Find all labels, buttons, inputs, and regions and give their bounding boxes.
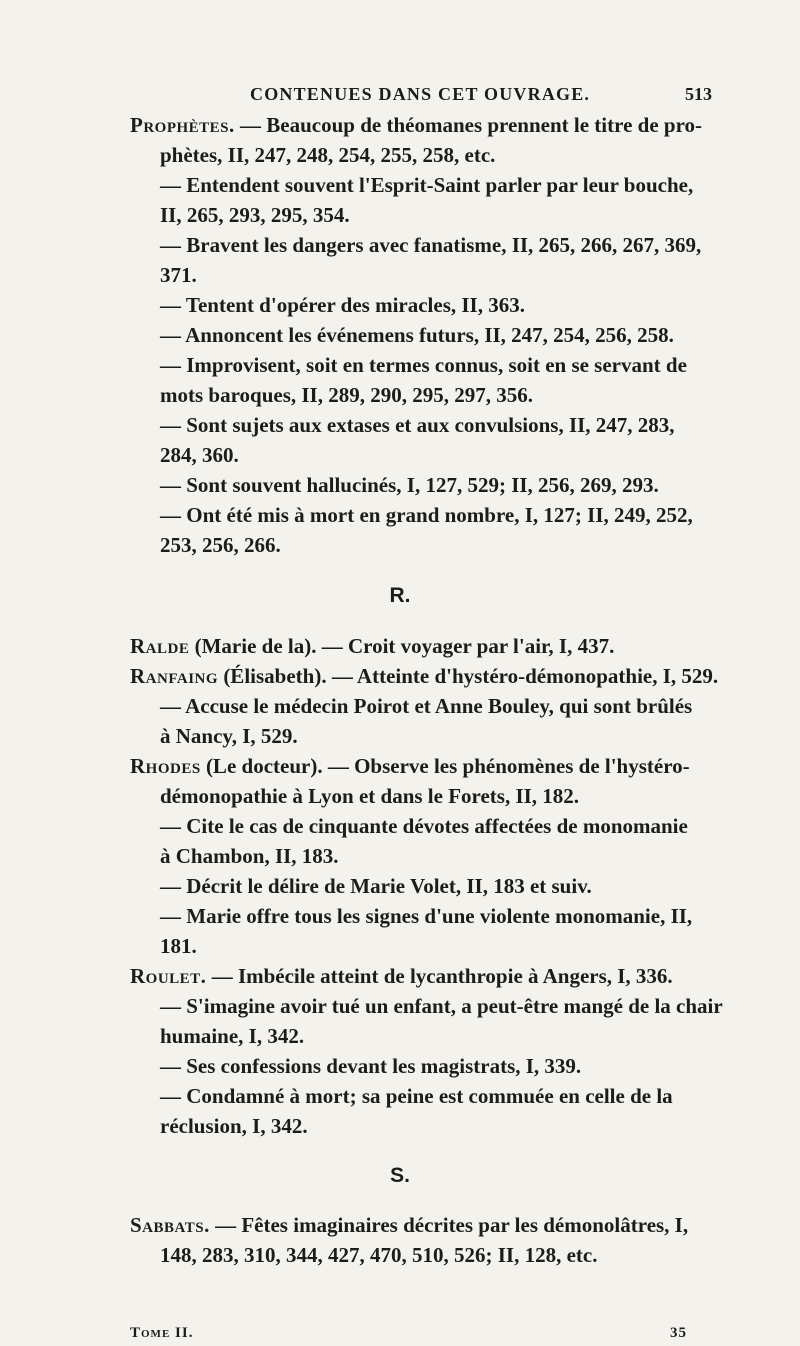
entry-headword: Ranfaing bbox=[130, 664, 219, 688]
entry-text: (Le docteur). — Observe les phénomènes de l'hystéro- bbox=[200, 754, 690, 778]
entry-sabbats bbox=[130, 1212, 780, 1239]
index-line: — Cite le cas de cinquante dévotes affectées de monomanie bbox=[160, 814, 688, 838]
index-line: — Marie offre tous les signes d'une violente monomanie, II, bbox=[160, 904, 693, 928]
entry-rhodes bbox=[130, 753, 780, 780]
entry-headword: Roulet. bbox=[130, 964, 207, 988]
index-line: phètes, II, 247, 248, 254, 255, 258, etc. bbox=[160, 143, 496, 167]
index-line: — Annoncent les événemens futurs, II, 247, 254, 256, 258. bbox=[160, 323, 674, 347]
index-line: 371. bbox=[160, 263, 197, 287]
running-title: CONTENUES DANS CET OUVRAGE. bbox=[250, 84, 591, 104]
entry-text: (Élisabeth). — Atteinte d'hystéro-démonopathie, I, 529. bbox=[218, 664, 719, 688]
entry-text: — Imbécile atteint de lycanthropie à Angers, I, 336. bbox=[206, 964, 673, 988]
index-line: 148, 283, 310, 344, 427, 470, 510, 526; II, 128, etc. bbox=[160, 1243, 598, 1267]
index-line: réclusion, I, 342. bbox=[160, 1114, 308, 1138]
entry-headword: Prophètes. bbox=[130, 113, 235, 137]
entry-ranfaing bbox=[130, 663, 780, 690]
index-line: II, 265, 293, 295, 354. bbox=[160, 203, 350, 227]
entry-text: (Marie de la). — Croit voyager par l'air, I, 437. bbox=[189, 634, 615, 658]
index-line: — Sont souvent hallucinés, I, 127, 529; II, 256, 269, 293. bbox=[160, 473, 659, 497]
entry-text: — Beaucoup de théomanes prennent le titre de pro- bbox=[234, 113, 703, 137]
section-letter-r: R. bbox=[389, 584, 411, 607]
page-number: 513 bbox=[685, 84, 712, 104]
entry-ralde bbox=[130, 633, 780, 660]
index-line: — Improvisent, soit en termes connus, soit en se servant de bbox=[160, 353, 687, 377]
index-line: — Condamné à mort; sa peine est commuée en celle de la bbox=[160, 1084, 673, 1108]
running-head bbox=[0, 84, 800, 108]
index-line: — Tentent d'opérer des miracles, II, 363. bbox=[160, 293, 525, 317]
index-line: à Nancy, I, 529. bbox=[160, 724, 298, 748]
entry-roulet bbox=[130, 963, 780, 990]
footer-signature: 35 bbox=[670, 1325, 687, 1341]
index-line: — Ses confessions devant les magistrats, I, 339. bbox=[160, 1054, 582, 1078]
index-line: — Bravent les dangers avec fanatisme, II, 265, 266, 267, 369, bbox=[160, 233, 702, 257]
section-letter-s: S. bbox=[390, 1164, 410, 1187]
index-line: — Accuse le médecin Poirot et Anne Bouley, qui sont brûlés bbox=[160, 694, 693, 718]
index-line: — Sont sujets aux extases et aux convulsions, II, 247, 283, bbox=[160, 413, 675, 437]
entry-text: — Fêtes imaginaires décrites par les démonolâtres, I, bbox=[209, 1213, 689, 1237]
index-line: 253, 256, 266. bbox=[160, 533, 281, 557]
index-line: — Ont été mis à mort en grand nombre, I, 127; II, 249, 252, bbox=[160, 503, 693, 527]
entry-prophetes bbox=[130, 112, 780, 139]
entry-headword: Ralde bbox=[130, 634, 190, 658]
index-line: — S'imagine avoir tué un enfant, a peut-être mangé de la chair bbox=[160, 994, 723, 1018]
index-line: 284, 360. bbox=[160, 443, 239, 467]
index-line: 181. bbox=[160, 934, 197, 958]
entry-headword: Rhodes bbox=[130, 754, 201, 778]
index-line: — Entendent souvent l'Esprit-Saint parler par leur bouche, bbox=[160, 173, 694, 197]
index-line: à Chambon, II, 183. bbox=[160, 844, 339, 868]
index-line: mots baroques, II, 289, 290, 295, 297, 356. bbox=[160, 383, 533, 407]
entry-headword: Sabbats. bbox=[130, 1213, 210, 1237]
index-line: — Décrit le délire de Marie Volet, II, 183 et suiv. bbox=[160, 874, 592, 898]
index-line: démonopathie à Lyon et dans le Forets, II, 182. bbox=[160, 784, 580, 808]
index-line: humaine, I, 342. bbox=[160, 1024, 305, 1048]
footer-volume: Tome II. bbox=[130, 1325, 194, 1341]
